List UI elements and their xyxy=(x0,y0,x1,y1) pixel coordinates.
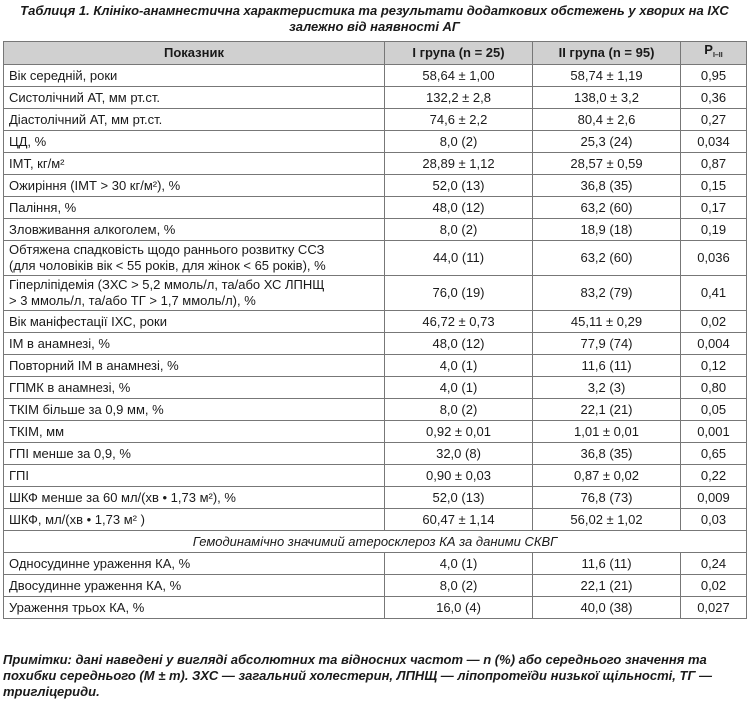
row-label-line: Вік маніфестації ІХС, роки xyxy=(9,313,167,329)
row-label-line: ШКФ менше за 60 мл/(хв • 1,73 м²), % xyxy=(9,489,236,505)
header-p-label: P xyxy=(704,42,713,57)
data-table xyxy=(3,41,747,619)
group2-value: 77,9 (74) xyxy=(533,333,681,355)
table-row xyxy=(4,443,747,465)
row-label xyxy=(4,65,385,87)
table-row xyxy=(4,509,747,531)
table-row xyxy=(4,487,747,509)
group2-value: 36,8 (35) xyxy=(533,443,681,465)
row-label-line: Ожиріння (ІМТ > 30 кг/м²), % xyxy=(9,177,181,193)
caption-line-1: Таблиця 1. Клініко-анамнестична характеристика та результати додаткових обстежень у хворих на ІХС xyxy=(20,3,729,18)
group2-value: 58,74 ± 1,19 xyxy=(533,65,681,87)
section-title: Гемодинамічно значимий атеросклероз КА за даними СКВГ xyxy=(4,531,747,553)
row-label xyxy=(4,487,385,509)
p-value: 0,95 xyxy=(681,65,747,87)
row-label-line: Односудинне ураження КА, % xyxy=(9,555,191,571)
table-row xyxy=(4,241,747,276)
group1-value: 8,0 (2) xyxy=(385,575,533,597)
row-label xyxy=(4,311,385,333)
group2-value: 22,1 (21) xyxy=(533,399,681,421)
row-label xyxy=(4,197,385,219)
row-label xyxy=(4,597,385,619)
row-label xyxy=(4,131,385,153)
group1-value: 8,0 (2) xyxy=(385,399,533,421)
group1-value: 52,0 (13) xyxy=(385,487,533,509)
row-label-line: Паління, % xyxy=(9,199,77,215)
group2-value: 138,0 ± 3,2 xyxy=(533,87,681,109)
group2-value: 36,8 (35) xyxy=(533,175,681,197)
group1-value: 44,0 (11) xyxy=(385,241,533,276)
group1-value: 4,0 (1) xyxy=(385,553,533,575)
table-row xyxy=(4,333,747,355)
row-label-line: ГПІ менше за 0,9, % xyxy=(9,445,131,461)
group1-value: 0,92 ± 0,01 xyxy=(385,421,533,443)
group1-value: 60,47 ± 1,14 xyxy=(385,509,533,531)
p-value: 0,15 xyxy=(681,175,747,197)
header-group1: I група (n = 25) xyxy=(385,42,533,65)
row-label-line: ГПМК в анамнезі, % xyxy=(9,379,131,395)
group2-value: 11,6 (11) xyxy=(533,355,681,377)
group2-value: 76,8 (73) xyxy=(533,487,681,509)
row-label-line: Двосудинне ураження КА, % xyxy=(9,577,182,593)
row-label xyxy=(4,109,385,131)
table-row xyxy=(4,311,747,333)
row-label xyxy=(4,153,385,175)
row-label xyxy=(4,355,385,377)
group2-value: 25,3 (24) xyxy=(533,131,681,153)
row-label xyxy=(4,509,385,531)
table-row xyxy=(4,219,747,241)
group2-value: 1,01 ± 0,01 xyxy=(533,421,681,443)
group1-value: 4,0 (1) xyxy=(385,377,533,399)
row-label xyxy=(4,276,385,311)
row-label-line: ШКФ, мл/(хв • 1,73 м² ) xyxy=(9,511,145,527)
group2-value: 63,2 (60) xyxy=(533,241,681,276)
row-label xyxy=(4,333,385,355)
table-row xyxy=(4,399,747,421)
group1-value: 32,0 (8) xyxy=(385,443,533,465)
group1-value: 52,0 (13) xyxy=(385,175,533,197)
group2-value: 56,02 ± 1,02 xyxy=(533,509,681,531)
group1-value: 4,0 (1) xyxy=(385,355,533,377)
row-label-line: Обтяжена спадковість щодо раннього розвитку ССЗ xyxy=(9,242,325,257)
row-label xyxy=(4,443,385,465)
row-label xyxy=(4,377,385,399)
row-label-line: ЦД, % xyxy=(9,133,47,149)
group1-value: 28,89 ± 1,12 xyxy=(385,153,533,175)
group1-value: 74,6 ± 2,2 xyxy=(385,109,533,131)
p-value: 0,02 xyxy=(681,575,747,597)
table-row xyxy=(4,377,747,399)
table-row xyxy=(4,65,747,87)
group1-value: 8,0 (2) xyxy=(385,219,533,241)
group2-value: 80,4 ± 2,6 xyxy=(533,109,681,131)
row-label xyxy=(4,575,385,597)
p-value: 0,001 xyxy=(681,421,747,443)
table-row xyxy=(4,553,747,575)
row-label-line: ТКІМ більше за 0,9 мм, % xyxy=(9,401,164,417)
p-value: 0,19 xyxy=(681,219,747,241)
group2-value: 63,2 (60) xyxy=(533,197,681,219)
p-value: 0,03 xyxy=(681,509,747,531)
row-label-line: ТКІМ, мм xyxy=(9,423,65,439)
p-value: 0,80 xyxy=(681,377,747,399)
p-value: 0,004 xyxy=(681,333,747,355)
header-p-sub: I–II xyxy=(712,52,723,59)
group1-value: 46,72 ± 0,73 xyxy=(385,311,533,333)
section-row xyxy=(4,531,747,553)
group1-value: 8,0 (2) xyxy=(385,131,533,153)
group2-value: 28,57 ± 0,59 xyxy=(533,153,681,175)
p-value: 0,02 xyxy=(681,311,747,333)
group2-value: 3,2 (3) xyxy=(533,377,681,399)
row-label-line: ГПІ xyxy=(9,467,29,483)
caption-line-2: залежно від наявності АГ xyxy=(289,19,460,34)
group1-value: 48,0 (12) xyxy=(385,333,533,355)
table-row xyxy=(4,276,747,311)
group2-value: 83,2 (79) xyxy=(533,276,681,311)
group1-value: 76,0 (19) xyxy=(385,276,533,311)
group1-value: 48,0 (12) xyxy=(385,197,533,219)
group2-value: 45,11 ± 0,29 xyxy=(533,311,681,333)
table-row xyxy=(4,421,747,443)
p-value: 0,36 xyxy=(681,87,747,109)
header-row xyxy=(4,42,747,65)
p-value: 0,036 xyxy=(681,241,747,276)
p-value: 0,65 xyxy=(681,443,747,465)
table-row xyxy=(4,131,747,153)
row-label-line: Гіперліпідемія (ЗХС > 5,2 ммоль/л, та/або ХС ЛПНЩ xyxy=(9,277,325,292)
p-value: 0,027 xyxy=(681,597,747,619)
row-label xyxy=(4,241,385,276)
row-label-line: Систолічний АТ, мм рт.ст. xyxy=(9,89,161,105)
p-value: 0,27 xyxy=(681,109,747,131)
p-value: 0,034 xyxy=(681,131,747,153)
p-value: 0,41 xyxy=(681,276,747,311)
group2-value: 0,87 ± 0,02 xyxy=(533,465,681,487)
row-label xyxy=(4,219,385,241)
table-row xyxy=(4,175,747,197)
row-label xyxy=(4,465,385,487)
table-row xyxy=(4,465,747,487)
row-label-line: Повторний ІМ в анамнезі, % xyxy=(9,357,179,373)
table-row xyxy=(4,109,747,131)
header-group2: II група (n = 95) xyxy=(533,42,681,65)
group1-value: 0,90 ± 0,03 xyxy=(385,465,533,487)
row-label xyxy=(4,87,385,109)
row-label-line: Вік середній, роки xyxy=(9,67,118,83)
p-value: 0,87 xyxy=(681,153,747,175)
table-row xyxy=(4,597,747,619)
row-label xyxy=(4,421,385,443)
table-notes: Примітки: дані наведені у вигляді абсолютних та відносних частот — n (%) або середнього значення та похибки середнього (M ± m). ЗХС — загальний холестерин, ЛПНЩ — ліпопротеїди низької щільності, ТГ — тригліцериди. xyxy=(3,652,713,699)
group1-value: 58,64 ± 1,00 xyxy=(385,65,533,87)
row-label-line: (для чоловіків вік < 55 років, для жінок < 65 років), % xyxy=(9,258,326,273)
row-label-line: > 3 ммоль/л, та/або ТГ > 1,7 ммоль/л), % xyxy=(9,293,256,308)
p-value: 0,12 xyxy=(681,355,747,377)
group2-value: 22,1 (21) xyxy=(533,575,681,597)
table-caption xyxy=(0,3,749,35)
p-value: 0,17 xyxy=(681,197,747,219)
row-label-line: Ураження трьох КА, % xyxy=(9,599,145,615)
row-label xyxy=(4,399,385,421)
row-label-line: ІМ в анамнезі, % xyxy=(9,335,110,351)
row-label xyxy=(4,553,385,575)
group2-value: 18,9 (18) xyxy=(533,219,681,241)
group1-value: 16,0 (4) xyxy=(385,597,533,619)
p-value: 0,05 xyxy=(681,399,747,421)
group2-value: 11,6 (11) xyxy=(533,553,681,575)
table-row xyxy=(4,197,747,219)
p-value: 0,009 xyxy=(681,487,747,509)
row-label-line: Зловживання алкоголем, % xyxy=(9,221,176,237)
row-label-line: Діастолічний АТ, мм рт.ст. xyxy=(9,111,163,127)
header-p xyxy=(681,42,747,65)
table-row xyxy=(4,355,747,377)
p-value: 0,24 xyxy=(681,553,747,575)
table-row xyxy=(4,575,747,597)
p-value: 0,22 xyxy=(681,465,747,487)
table-row xyxy=(4,153,747,175)
group1-value: 132,2 ± 2,8 xyxy=(385,87,533,109)
group2-value: 40,0 (38) xyxy=(533,597,681,619)
row-label-line: ІМТ, кг/м² xyxy=(9,155,65,171)
table-row xyxy=(4,87,747,109)
row-label xyxy=(4,175,385,197)
header-indicator: Показник xyxy=(4,42,385,65)
